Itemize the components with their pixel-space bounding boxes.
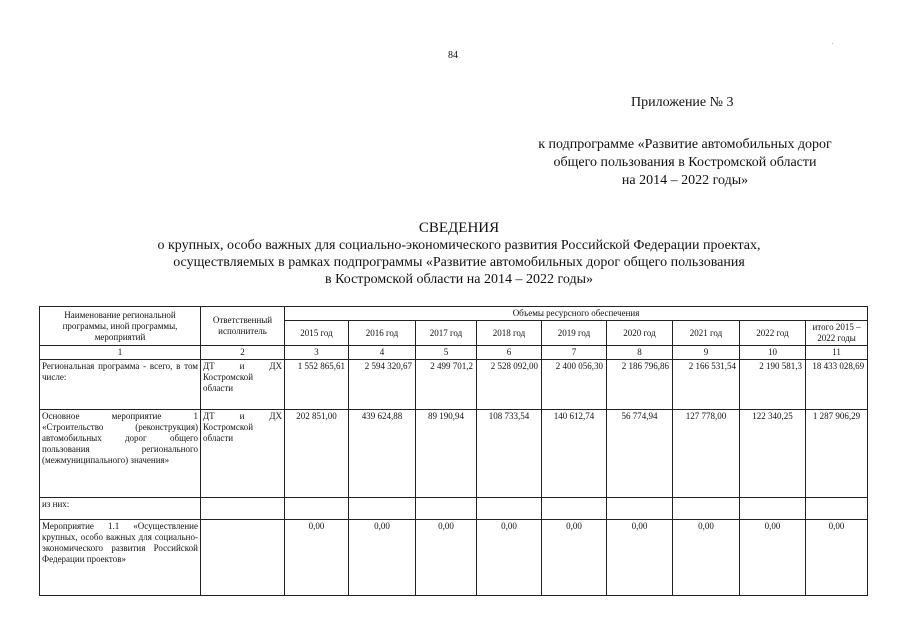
row-value: 0,00 (542, 520, 607, 596)
row-value: 2 499 701,2 (416, 360, 477, 410)
document-heading (100, 220, 818, 288)
table-row (40, 360, 868, 410)
header-year: 2017 год (416, 321, 477, 346)
row-value: 56 774,94 (607, 410, 673, 498)
row-value: 108 733,54 (477, 410, 542, 498)
header-year: 2020 год (607, 321, 673, 346)
row-value: 0,00 (607, 520, 673, 596)
header-year: 2019 год (542, 321, 607, 346)
column-number: 5 (416, 346, 477, 360)
header-year: 2018 год (477, 321, 542, 346)
header-name: Наименование региональной программы, иной программы, мероприятий (40, 307, 201, 346)
header-year: 2015 год (285, 321, 349, 346)
row-total: 0,00 (806, 520, 868, 596)
header-executor: Ответственный исполнитель (201, 307, 285, 346)
row-value (477, 498, 542, 520)
row-value (607, 498, 673, 520)
column-number: 4 (349, 346, 416, 360)
table-row (40, 410, 868, 498)
row-total: 18 433 028,69 (806, 360, 868, 410)
row-value: 202 851,00 (285, 410, 349, 498)
heading-line: осуществляемых в рамках подпрограммы «Развитие автомобильных дорог общего пользования (173, 255, 745, 270)
table-row (40, 520, 868, 596)
row-name: Мероприятие 1.1 «Осуществление крупных, особо важных для социально-экономического развития Российской Федерации проектов» (40, 520, 201, 596)
row-value (542, 498, 607, 520)
column-number-row (40, 346, 868, 360)
subprogram-line: к подпрограмме «Развитие автомобильных дорог (538, 137, 832, 152)
column-number: 1 (40, 346, 201, 360)
row-value: 0,00 (477, 520, 542, 596)
column-number: 9 (673, 346, 740, 360)
row-value: 127 778,00 (673, 410, 740, 498)
column-number: 3 (285, 346, 349, 360)
row-value (285, 498, 349, 520)
row-value: 89 190,94 (416, 410, 477, 498)
row-value: 2 190 581,3 (740, 360, 806, 410)
row-value: 122 340,25 (740, 410, 806, 498)
row-value: 0,00 (740, 520, 806, 596)
subprogram-line: общего пользования в Костромской области (553, 155, 817, 170)
row-value: 0,00 (416, 520, 477, 596)
row-name: Основное мероприятие 1 «Строительство (реконструкция) автомобильных дорог общего пользования регионального (межмуниципального) значения» (40, 410, 201, 498)
row-value (349, 498, 416, 520)
row-total (806, 498, 868, 520)
row-executor (201, 498, 285, 520)
heading-line: о крупных, особо важных для социально-экономического развития Российской Федерации проектах, (157, 238, 761, 253)
table-row (40, 498, 868, 520)
heading-line: в Костромской области на 2014 – 2022 годы» (324, 272, 594, 287)
header-year: 2021 год (673, 321, 740, 346)
header-year: 2022 год (740, 321, 806, 346)
row-executor: ДТ и ДХ Костромской области (201, 410, 285, 498)
row-value (673, 498, 740, 520)
row-executor (201, 520, 285, 596)
header-total: итого 2015 – 2022 годы (806, 321, 868, 346)
row-value: 2 186 796,86 (607, 360, 673, 410)
column-number: 7 (542, 346, 607, 360)
row-value: 0,00 (673, 520, 740, 596)
column-number: 2 (201, 346, 285, 360)
subprogram-reference (500, 136, 870, 190)
heading-title: СВЕДЕНИЯ (418, 220, 500, 236)
column-number: 6 (477, 346, 542, 360)
row-name: из них: (40, 498, 201, 520)
header-volumes: Объемы ресурсного обеспечения (285, 307, 868, 321)
row-total: 1 287 906,29 (806, 410, 868, 498)
row-executor: ДТ и ДХ Костромской области (201, 360, 285, 410)
page-number: 84 (448, 50, 458, 61)
row-value: 140 612,74 (542, 410, 607, 498)
row-value (416, 498, 477, 520)
column-number: 10 (740, 346, 806, 360)
row-value: 2 166 531,54 (673, 360, 740, 410)
scan-mark: . (832, 40, 834, 46)
row-value: 2 594 320,67 (349, 360, 416, 410)
row-value: 0,00 (349, 520, 416, 596)
column-number: 11 (806, 346, 868, 360)
row-name: Региональная программа - всего, в том числе: (40, 360, 201, 410)
header-year: 2016 год (349, 321, 416, 346)
row-value: 439 624,88 (349, 410, 416, 498)
row-value: 2 528 092,00 (477, 360, 542, 410)
resource-table (39, 306, 868, 596)
row-value (740, 498, 806, 520)
column-number: 8 (607, 346, 673, 360)
row-value: 2 400 056,30 (542, 360, 607, 410)
row-value: 1 552 865,61 (285, 360, 349, 410)
row-value: 0,00 (285, 520, 349, 596)
subprogram-line: на 2014 – 2022 годы» (621, 173, 749, 188)
appendix-label: Приложение № 3 (631, 95, 734, 110)
